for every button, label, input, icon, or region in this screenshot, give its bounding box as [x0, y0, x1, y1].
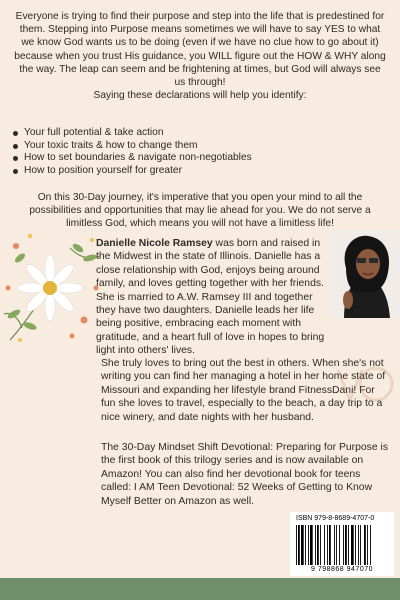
declarations-list — [12, 127, 312, 177]
bullet-icon — [13, 144, 18, 149]
isbn-label: ISBN 979-8-8689-4707-0 — [296, 515, 375, 522]
barcode-bar — [351, 525, 354, 565]
barcode-bar — [315, 525, 316, 565]
barcode-bar — [329, 525, 331, 565]
barcode-bar — [296, 525, 297, 565]
list-item: How to position yourself for greater — [12, 165, 312, 178]
barcode-bar — [317, 525, 319, 565]
barcode-bar — [308, 525, 309, 565]
barcode-bar — [367, 525, 368, 565]
bullet-icon — [13, 156, 18, 161]
watermark-logo-icon — [318, 360, 398, 410]
barcode-bar — [339, 525, 340, 565]
author-bio — [96, 237, 328, 358]
intro-paragraph: Everyone is trying to find their purpose and step into the life that is predestined for them. Stepping into Purpose means sometimes we will have to say YES to what we know God wants us to be doing (even if we have no clue how to go about it) because when you trust His guidance, you WILL figure out the HOW & WHY along the way. The leap can seem and be frightening at times, but God will always see us through! — [14, 11, 386, 89]
barcode-bar — [336, 525, 337, 565]
barcode-bar — [355, 525, 356, 565]
barcode-bar — [327, 525, 328, 565]
barcode-bar — [364, 525, 366, 565]
journey-paragraph: On this 30-Day journey, it's imperative that you open your mind to all the possibilities and opportunities that may lie ahead for you. We do not serve a limitless God, which means you will not have a limitless life! — [29, 192, 371, 230]
bullet-icon — [13, 169, 18, 174]
barcode-bar — [310, 525, 313, 565]
author-bio-text: was born and raised in the Midwest in the state of Illinois. Danielle has a close relationship with God, enjoys being around family, and loves getting together with her friends. She is married to A.W. Ramsey III and together they have two daughters. Danielle leads her life being positive, embracing each moment with gratitude, and a heart full of love in hopes to bring light into others' lives. — [96, 238, 325, 357]
isbn-barcode — [290, 512, 394, 576]
bullet-icon — [13, 131, 18, 136]
barcode-bar — [343, 525, 344, 565]
barcode-number: 9 798868 947070 — [311, 566, 373, 573]
barcode-bar — [360, 525, 361, 565]
barcode-bars — [296, 525, 388, 565]
daisy-flower-icon — [0, 228, 110, 348]
barcode-bar — [298, 525, 300, 565]
barcode-bar — [370, 525, 371, 565]
barcode-bar — [334, 525, 335, 565]
barcode-bar — [301, 525, 304, 565]
intro-text — [14, 10, 386, 102]
list-item: How to set boundaries & navigate non-negotiables — [12, 152, 312, 165]
barcode-bar — [324, 525, 325, 565]
author-photo — [330, 230, 400, 318]
barcode-bar — [305, 525, 306, 565]
barcode-bar — [345, 525, 347, 565]
author-bio-continued: She truly loves to bring out the best in others. When she's not writing you can find her managing a hotel in her home state of Missouri and expanding her lifestyle brand FitnessDani! For fun she loves to travel, especially to the beach, a day trip to a nice winery, and date nights with her husband. — [101, 358, 386, 423]
list-item: Your full potential & take action — [12, 127, 312, 140]
footer-band — [0, 578, 400, 600]
book-series-paragraph: The 30-Day Mindset Shift Devotional: Preparing for Purpose is the first book of this trilogy series and is now available on Amazon! You can also find her devotional book for teens called: I AM Teen Devotional: 52 Weeks of Getting to Know Myself Better on Amazon as well. — [101, 442, 389, 507]
declarations-lead: Saying these declarations will help you identify: — [93, 90, 307, 102]
list-item: Your toxic traits & how to change them — [12, 140, 312, 153]
author-name: Danielle Nicole Ramsey — [96, 238, 213, 249]
barcode-bar — [320, 525, 321, 565]
barcode-bar — [358, 525, 359, 565]
barcode-bar — [348, 525, 349, 565]
